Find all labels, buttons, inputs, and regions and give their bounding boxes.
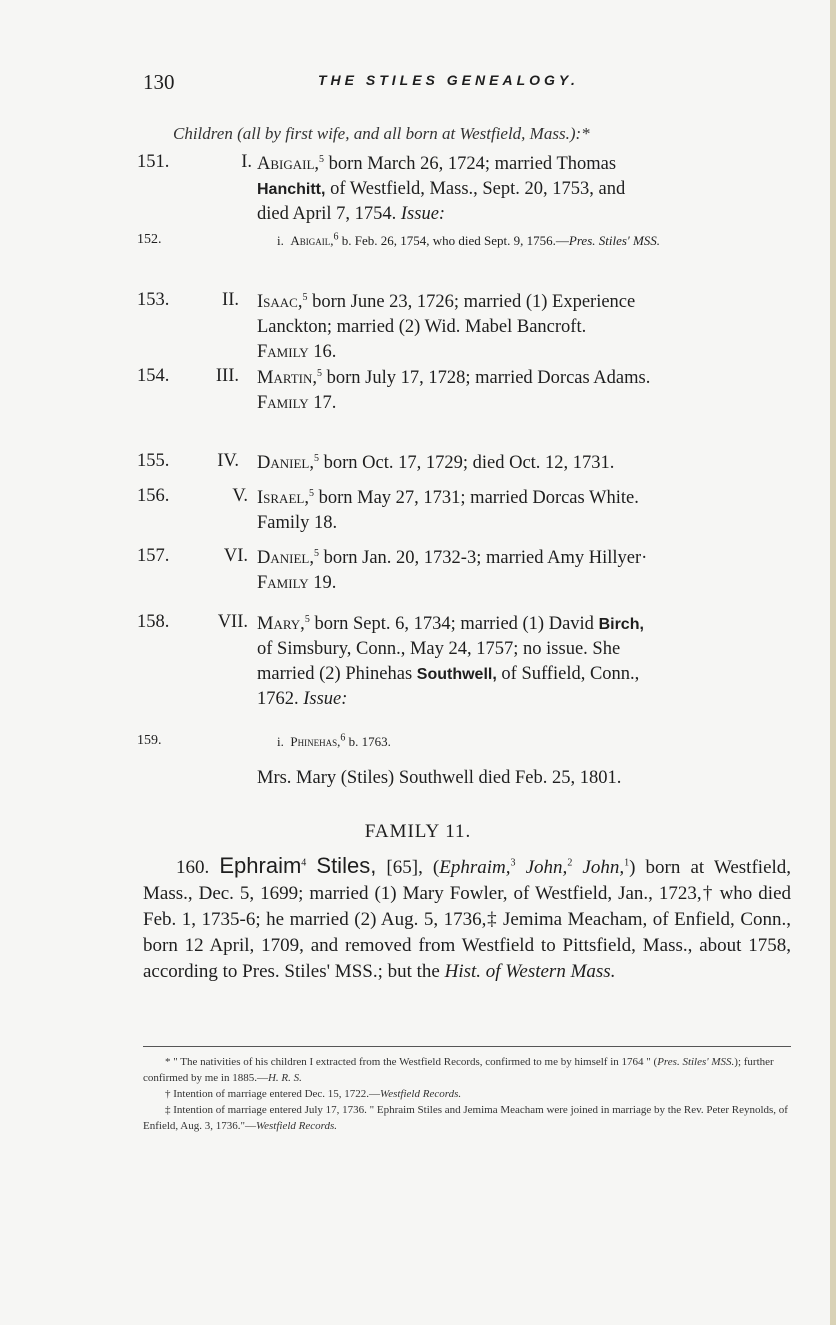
entry-roman: VI. [223, 546, 248, 566]
entry-roman: II. [222, 290, 239, 310]
entry-roman: VII. [217, 612, 248, 632]
entry-roman: I. [241, 152, 252, 172]
generation-marker: 5 [319, 153, 325, 165]
children-intro: Children (all by first wife, and all born at Westfield, Mass.):* [173, 124, 590, 143]
page-header [143, 70, 703, 96]
footnote-1: * " The nativities of his children I extracted from the Westfield Records, confirmed to me by himself in 1764 " (Pres. Stiles' MSS.); further confirmed by me in 1885.—H. R. S. [143, 1056, 774, 1084]
footnote-2: † Intention of marriage entered Dec. 15, 1722.—Westfield Records. [165, 1088, 462, 1100]
entry-number: 157. [137, 546, 170, 566]
page-edge [830, 0, 836, 1325]
family-reference: Family 18. [257, 513, 338, 533]
entry-text: i. Phinehas,$^6$ b. 1763. [277, 732, 391, 749]
footnote-divider [143, 1046, 791, 1047]
death-note: Mrs. Mary (Stiles) Southwell died Feb. 25, 1801. [257, 768, 622, 788]
entry-roman: III. [215, 366, 239, 386]
family-reference: Family 16. [257, 342, 337, 362]
entry-text: i. Abigail,$^6$ b. Feb. 26, 1754, who died Sept. 9, 1756.—Pres. Stiles' MSS. [277, 231, 661, 248]
entry-number: 159. [137, 733, 162, 748]
entry-number: 153. [137, 290, 170, 310]
entry-text: Isaac,$^5$ born June 23, 1726; married (1) Experience Lanckton; married (2) Wid. Mabel Bancroft. Family 16. [257, 290, 787, 365]
head-surname: Stiles, [316, 853, 377, 878]
entry-text: Martin,$^5$ born July 17, 1728; married Dorcas Adams. Family 17. [257, 366, 787, 416]
family-reference: Family 17. [257, 393, 337, 413]
entry-number: 158. [137, 612, 170, 632]
entry-number: 155. [137, 451, 170, 471]
entry-text: Mary,$^5$ born Sept. 6, 1734; married (1) David Birch, of Simsbury, Conn., May 24, 1757; no issue. She married (2) Phinehas Southwell, of Suffield, Conn., 1762. Issue: [257, 613, 644, 709]
family-entry-160: 160. Ephraim$^4$ Stiles, [65], (Ephraim,$^3$ John,$^2$ John,$^1$) born at Westfield, Mass., Dec. 5, 1699; married (1) Mary Fowler, of Westfield, Jan., 1723,† who died Feb. 1, 1735-6; he married (2) Aug. 5, 1736,‡ Jemima Meacham, of Enfield, Conn., born 12 April, 1709, and removed from Westfield to Pittsfield, Mass., about 1758, according to Pres. Stiles' MSS.; but the Hist. of Western Mass. [143, 853, 792, 982]
entry-text: Daniel,$^5$ born Oct. 17, 1729; died Oct. 12, 1731. [257, 452, 615, 473]
entry-number: 156. [137, 486, 170, 506]
footnotes [143, 1054, 791, 1134]
family-reference: Family 19. [257, 573, 337, 593]
family-heading: FAMILY 11. [364, 821, 472, 842]
running-title: THE STILES GENEALOGY. [318, 72, 579, 88]
head-name: Ephraim [219, 853, 302, 878]
child-name: Abigail, [257, 154, 320, 174]
entry-text: Israel,$^5$ born May 27, 1731; married Dorcas White. Family 18. [257, 486, 787, 536]
entry-number: 152. [137, 232, 162, 247]
entry-number: 160. [176, 857, 210, 878]
page-number: 130 [143, 70, 175, 94]
footnote-3: ‡ Intention of marriage entered July 17, 1736. " Ephraim Stiles and Jemima Meacham were joined in marriage by the Rev. Peter Reynolds, of Enfield, Aug. 3, 1736."—Westfield Records. [143, 1104, 788, 1132]
entry-text: Abigail,$^5$ born March 26, 1724; married Thomas Hanchitt, of Westfield, Mass., Sept. 20, 1753, and died April 7, 1754. Issue: [257, 153, 626, 224]
entry-roman: IV. [217, 451, 239, 471]
entry-roman: V. [232, 486, 248, 506]
entry-number: 151. [137, 152, 170, 172]
entry-text: Daniel,$^5$ born Jan. 20, 1732-3; married Amy Hillyer· Family 19. [257, 546, 787, 596]
entry-number: 154. [137, 366, 170, 386]
